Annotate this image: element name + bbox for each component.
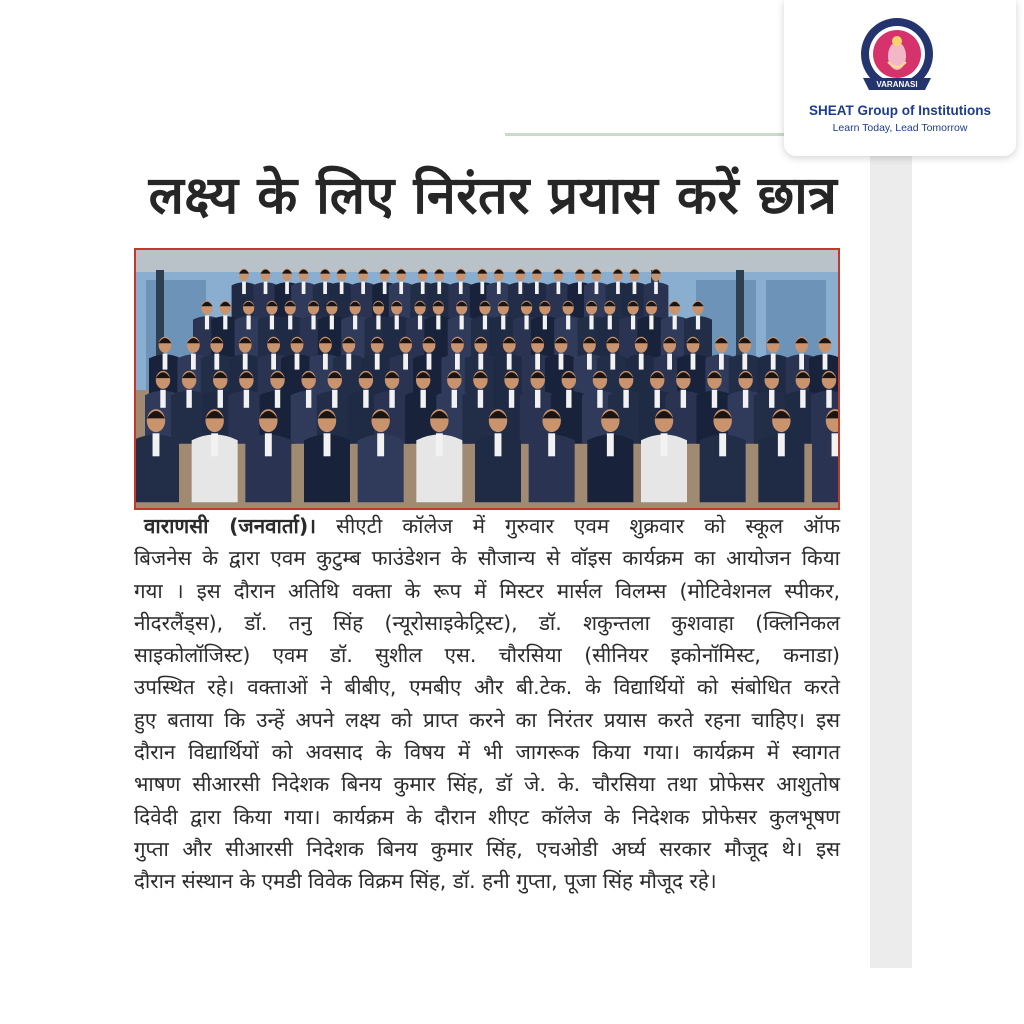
article-line: दिवेदी द्वारा किया गया। कार्यक्रम के दौरान शीएट कॉलेज के निदेशक प्रोफेसर कुलभूषण bbox=[134, 804, 840, 829]
person-shirt bbox=[507, 354, 512, 370]
article-line: वाराणसी (जनवार्ता)। सीएटी कॉलेज में गुरुवार एवम शुक्रवार को स्कूल ऑफ bbox=[144, 514, 840, 538]
person-shirt bbox=[403, 354, 408, 370]
person-shirt bbox=[649, 315, 653, 329]
person-shirt bbox=[242, 282, 246, 294]
group-photo bbox=[134, 248, 840, 510]
person-shirt bbox=[548, 433, 555, 456]
person-shirt bbox=[330, 315, 334, 329]
brand-name: SHEAT Group of Institutions bbox=[809, 103, 991, 118]
person-shirt bbox=[578, 282, 582, 294]
person-shirt bbox=[153, 433, 160, 456]
person-shirt bbox=[587, 354, 592, 370]
article-line: बिजनेस के द्वारा एवम कुटुम्ब फाउंडेशन के सौजान्य से वॉइस कार्यक्रम का आयोजन किया bbox=[134, 546, 840, 571]
article-line: साइकोलॉजिस्ट) एवम डॉ. सुशील एस. चौरसिया (सीनियर इकोनॉमिस्ट, कनाडा) bbox=[134, 643, 840, 668]
person-shirt bbox=[377, 433, 384, 456]
person-shirt bbox=[480, 282, 484, 294]
person-shirt bbox=[395, 315, 399, 329]
article-line: गया । इस दौरान अतिथि वक्ता के रूप में मिस्टर मार्सल विलम्स (मोटिवेशनल स्पीकर, bbox=[134, 578, 840, 603]
brand-logo-card bbox=[784, 0, 1016, 156]
person-shirt bbox=[478, 354, 483, 370]
person-shirt bbox=[823, 354, 828, 370]
person-shirt bbox=[375, 354, 380, 370]
article-line: हुए बताया कि उन्हें अपने लक्ष्य को प्राप्त करने का निरंतर प्रयास करते रहना चाहिए। इस bbox=[134, 707, 840, 732]
person-shirt bbox=[243, 354, 248, 370]
person-shirt bbox=[661, 433, 668, 456]
person-shirt bbox=[311, 315, 315, 329]
person-shirt bbox=[769, 390, 774, 408]
person-shirt bbox=[211, 433, 218, 456]
dateline: वाराणसी (जनवार्ता)। bbox=[144, 514, 316, 538]
person-shirt bbox=[270, 315, 274, 329]
person-shirt bbox=[346, 354, 351, 370]
person-shirt bbox=[719, 433, 726, 456]
person-shirt bbox=[608, 315, 612, 329]
person-shirt bbox=[597, 390, 602, 408]
person-shirt bbox=[631, 315, 635, 329]
person-shirt bbox=[323, 354, 328, 370]
person-shirt bbox=[535, 354, 540, 370]
person-shirt bbox=[383, 282, 387, 294]
person-shirt bbox=[332, 390, 337, 408]
person-shirt bbox=[214, 354, 219, 370]
person-shirt bbox=[324, 433, 331, 456]
person-shirt bbox=[589, 315, 593, 329]
person-shirt bbox=[610, 354, 615, 370]
person-shirt bbox=[607, 433, 614, 456]
person-shirt bbox=[264, 282, 268, 294]
person-shirt bbox=[163, 354, 168, 370]
person-shirt bbox=[186, 390, 191, 408]
person-shirt bbox=[436, 315, 440, 329]
person-shirt bbox=[420, 390, 425, 408]
person-shirt bbox=[509, 390, 514, 408]
person-shirt bbox=[771, 354, 776, 370]
person-shirt bbox=[681, 390, 686, 408]
person-shirt bbox=[557, 282, 561, 294]
person-shirt bbox=[518, 282, 522, 294]
person-shirt bbox=[566, 315, 570, 329]
person-shirt bbox=[436, 433, 443, 456]
person-shirt bbox=[218, 390, 223, 408]
person-shirt bbox=[566, 390, 571, 408]
person-shirt bbox=[376, 315, 380, 329]
person-shirt bbox=[639, 354, 644, 370]
svg-text:VARANASI: VARANASI bbox=[876, 80, 918, 89]
person-shirt bbox=[497, 282, 501, 294]
person-shirt bbox=[535, 390, 540, 408]
person-shirt bbox=[191, 354, 196, 370]
person-shirt bbox=[205, 315, 209, 329]
institution-seal-icon bbox=[857, 16, 937, 100]
article-line: दौरान विद्यार्थियों को अवसाद के विषय में भी जागरूक किया गया। कार्यक्रम में स्वागत bbox=[134, 740, 840, 765]
person-shirt bbox=[295, 354, 300, 370]
person-shirt bbox=[363, 390, 368, 408]
person-shirt bbox=[478, 390, 483, 408]
header-rule bbox=[505, 133, 785, 136]
person-shirt bbox=[271, 354, 276, 370]
person-shirt bbox=[353, 315, 357, 329]
person-shirt bbox=[719, 354, 724, 370]
person-shirt bbox=[244, 390, 249, 408]
person-shirt bbox=[495, 433, 502, 456]
person-shirt bbox=[654, 282, 658, 294]
person-shirt bbox=[361, 282, 365, 294]
person-shirt bbox=[826, 390, 831, 408]
person-shirt bbox=[421, 282, 425, 294]
person-shirt bbox=[306, 390, 311, 408]
person-shirt bbox=[524, 315, 528, 329]
article-line: गुप्ता और सीआरसी निदेशक बिनय कुमार सिंह, एचओडी अर्घ्य सरकार मौजूद थे। इस bbox=[134, 836, 840, 861]
person-shirt bbox=[832, 433, 838, 456]
newspaper-clipping bbox=[116, 142, 870, 968]
article-line: भाषण सीआरसी निदेशक बिनय कुमार सिंह, डॉ जे. के. चौरसिया तथा प्रोफेसर आशुतोष bbox=[134, 772, 840, 797]
person-shirt bbox=[691, 354, 696, 370]
person-shirt bbox=[418, 315, 422, 329]
page-edge-strip bbox=[870, 150, 912, 968]
person-shirt bbox=[389, 390, 394, 408]
person-shirt bbox=[655, 390, 660, 408]
person-shirt bbox=[535, 282, 539, 294]
person-shirt bbox=[667, 354, 672, 370]
person-shirt bbox=[459, 282, 463, 294]
person-shirt bbox=[399, 282, 403, 294]
person-shirt bbox=[427, 354, 432, 370]
headline: लक्ष्य के लिए निरंतर प्रयास करें छात्र bbox=[148, 166, 838, 226]
article-line: उपस्थित रहे। वक्ताओं ने बीबीए, एमबीए और बी.टेक. के विद्यार्थियों को संबोधित करते bbox=[134, 675, 840, 700]
person-shirt bbox=[696, 315, 700, 329]
person-shirt bbox=[800, 390, 805, 408]
person-shirt bbox=[595, 282, 599, 294]
person-shirt bbox=[437, 282, 441, 294]
person-shirt bbox=[452, 390, 457, 408]
person-shirt bbox=[623, 390, 628, 408]
person-shirt bbox=[742, 354, 747, 370]
person-shirt bbox=[543, 315, 547, 329]
person-shirt bbox=[302, 282, 306, 294]
person-shirt bbox=[743, 390, 748, 408]
person-shirt bbox=[483, 315, 487, 329]
person-shirt bbox=[340, 282, 344, 294]
person-shirt bbox=[778, 433, 785, 456]
person-shirt bbox=[799, 354, 804, 370]
person-shirt bbox=[501, 315, 505, 329]
person-shirt bbox=[455, 354, 460, 370]
brand-tagline: Learn Today, Lead Tomorrow bbox=[832, 122, 968, 134]
person-shirt bbox=[160, 390, 165, 408]
person-shirt bbox=[288, 315, 292, 329]
person-shirt bbox=[712, 390, 717, 408]
person-shirt bbox=[275, 390, 280, 408]
article-line: नीदरलैंड्स), डॉ. तनु सिंह (न्यूरोसाइकेट्रिस्ट), डॉ. शकुन्तला कुशवाहा (क्लिनिकल bbox=[134, 610, 840, 635]
person-shirt bbox=[223, 315, 227, 329]
person-shirt bbox=[323, 282, 327, 294]
article-body bbox=[134, 510, 840, 898]
person-shirt bbox=[616, 282, 620, 294]
person-shirt bbox=[285, 282, 289, 294]
person-shirt bbox=[559, 354, 564, 370]
person-shirt bbox=[673, 315, 677, 329]
person-shirt bbox=[247, 315, 251, 329]
person-shirt bbox=[265, 433, 272, 456]
person-shirt bbox=[633, 282, 637, 294]
person-shirt bbox=[460, 315, 464, 329]
article-line: दौरान संस्थान के एमडी विवेक विक्रम सिंह, डॉ. हनी गुप्ता, पूजा सिंह मौजूद रहे। bbox=[134, 869, 717, 894]
